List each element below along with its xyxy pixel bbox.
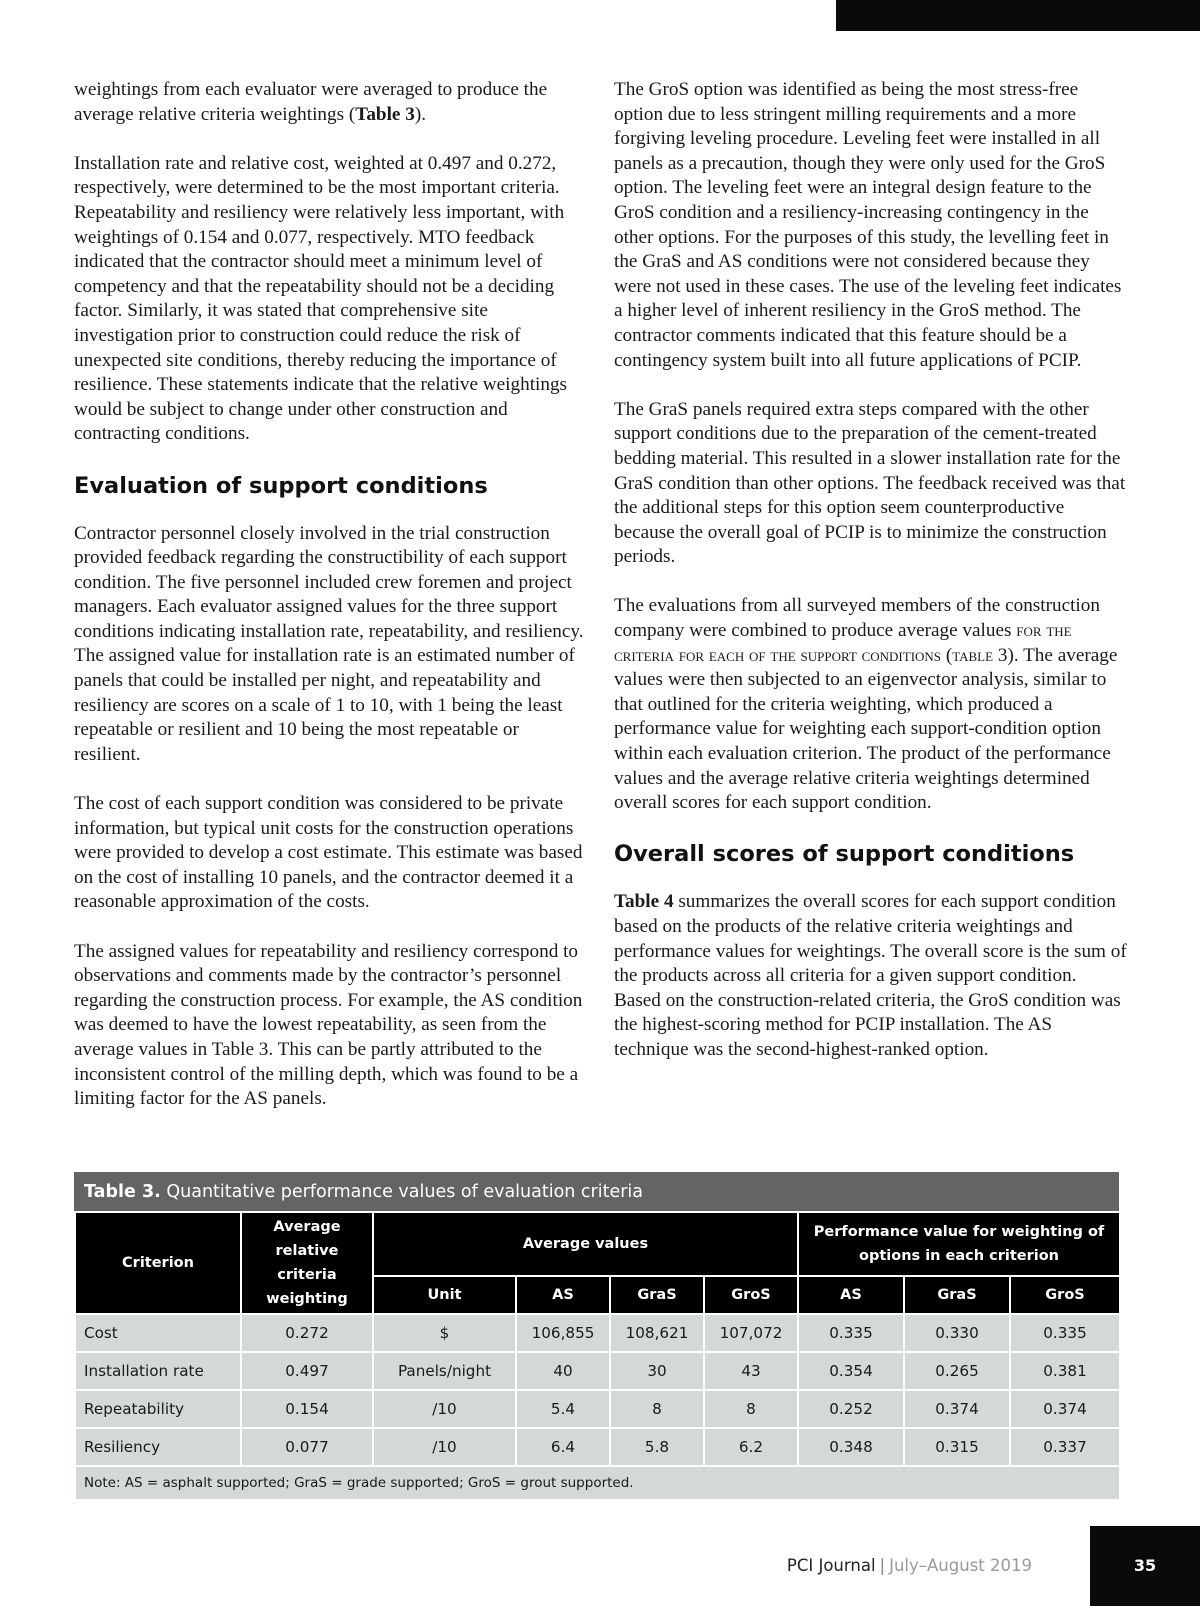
paragraph: Installation rate and relative cost, weighted at 0.497 and 0.272, respectively, were determined to be the most important criteria. Repeatability and resiliency were relatively less important, with weightings of 0.154 and 0.077, respectively. MTO feedback indicated that the contractor should meet a minimum level of competency and that the repeatability should not be a deciding factor. Similarly, it was stated that comprehensive site investigation prior to construction could reduce the risk of unexpected site conditions, thereby reducing the importance of resilience. These statements indicate that the relative weightings would be subject to change under other construction and contracting conditions. xyxy=(74,152,568,445)
table-reference: Table 4 xyxy=(614,891,674,913)
header-perf-as: AS xyxy=(798,1276,904,1314)
header-weighting: Average relative criteria weighting xyxy=(241,1212,373,1314)
journal-name: PCI Journal xyxy=(786,1556,876,1575)
table-note: Note: AS = asphalt supported; GraS = grade supported; GroS = grout supported. xyxy=(75,1466,1120,1500)
table-row: Repeatability 0.154 /10 5.4 8 8 0.252 0.374 0.374 xyxy=(75,1390,1120,1428)
table-row: Resiliency 0.077 /10 6.4 5.8 6.2 0.348 0.315 0.337 xyxy=(75,1428,1120,1466)
data-table xyxy=(74,1211,1121,1501)
paragraph: The GroS option was identified as being the most stress-free option due to less stringent milling requirements and a more forgiving leveling procedure. Leveling feet were installed in all panels as a precaution, though they were only used for the GroS option. The leveling feet were an integral design feature to the GroS condition and a resiliency-increasing contingency in the other options. For the purposes of this study, the levelling feet in the GraS and AS conditions were not considered because they were not used in these cases. The use of the leveling feet indicates a higher level of inherent resiliency in the GroS method. The contractor comments indicated that this feature should be a contingency system built into all future applications of PCIP. xyxy=(614,79,1122,371)
table-3 xyxy=(74,1172,1119,1501)
paragraph: Table 4 summarizes the overall scores for each support condition based on the products of the relative criteria weightings and performance values for weightings. The overall score is the sum of the products across all criteria for a given support condition. Based on the construction-related criteria, the GroS condition was the highest-scoring method for PCIP installation. The AS technique was the second-highest-ranked option. xyxy=(614,891,1127,1060)
paragraph: The GraS panels required extra steps compared with the other support conditions due to the preparation of the cement-treated bedding material. This resulted in a slower installation rate for the GraS condition than other options. The feedback received was that the additional steps for this option seem counterproductive because the overall goal of PCIP is to minimize the construction periods. xyxy=(614,398,1126,568)
section-heading: Overall scores of support conditions xyxy=(614,841,1075,868)
header-criterion: Criterion xyxy=(75,1212,241,1314)
left-column xyxy=(74,78,584,1136)
table-note-row xyxy=(75,1466,1120,1500)
footer xyxy=(787,1556,1032,1575)
header-performance: Performance value for weighting of options in each criterion xyxy=(798,1212,1120,1276)
paragraph: The assigned values for repeatability and resiliency correspond to observations and comments made by the contractor’s personnel regarding the construction process. For example, the AS condition was deemed to have the lowest repeatability, as seen from the average values in Table 3. This can be partly attributed to the inconsistent control of the milling depth, which was found to be a limiting factor for the AS panels. xyxy=(74,940,583,1110)
issue-date: July–August 2019 xyxy=(889,1556,1032,1575)
section-heading: Evaluation of support conditions xyxy=(74,472,488,499)
header-average-values: Average values xyxy=(373,1212,798,1276)
table-title: Table 3. Quantitative performance values of evaluation criteria xyxy=(74,1172,1119,1211)
paragraph: The cost of each support condition was considered to be private information, but typical unit costs for the construction operations were provided to develop a cost estimate. This estimate was based on the cost of installing 10 panels, and the contractor deemed it a reasonable approximation of the costs. xyxy=(74,793,583,913)
footer-separator: | xyxy=(879,1556,886,1575)
header-gros: GroS xyxy=(704,1276,798,1314)
paragraph: weightings from each evaluator were averaged to produce the average relative criteria weightings (Table 3). xyxy=(74,79,548,125)
table-row: Cost 0.272 $ 106,855 108,621 107,072 0.335 0.330 0.335 xyxy=(75,1314,1120,1352)
right-column xyxy=(614,78,1128,1087)
table-reference: Table 3 xyxy=(355,103,415,125)
paragraph: Contractor personnel closely involved in the trial construction provided feedback regarding the constructibility of each support condition. The five personnel included crew foremen and project managers. Each evaluator assigned values for the three support conditions indicating installation rate, repeatability, and resiliency. The assigned value for installation rate is an estimated number of panels that could be installed per night, and repeatability and resiliency are scores on a scale of 1 to 10, with 1 being the least repeatable or resilient and 10 being the most repeatable or resilient. xyxy=(74,522,584,765)
header-gras: GraS xyxy=(610,1276,704,1314)
table-row: Installation rate 0.497 Panels/night 40 30 43 0.354 0.265 0.381 xyxy=(75,1352,1120,1390)
header-bar xyxy=(836,0,1200,31)
page-number: 35 xyxy=(1090,1526,1200,1606)
header-as: AS xyxy=(516,1276,610,1314)
header-perf-gras: GraS xyxy=(904,1276,1010,1314)
header-unit: Unit xyxy=(373,1276,516,1314)
paragraph: The evaluations from all surveyed members of the construction company were combined to produce average values for the criteria for each of the support conditions (table 3). The average values were then subjected to an eigenvector analysis, similar to that outlined for the criteria weighting, which produced a performance value for weighting each support-condition option within each evaluation criterion. The product of the performance values and the average relative criteria weightings determined overall scores for each support condition. xyxy=(614,595,1118,814)
header-perf-gros: GroS xyxy=(1010,1276,1120,1314)
